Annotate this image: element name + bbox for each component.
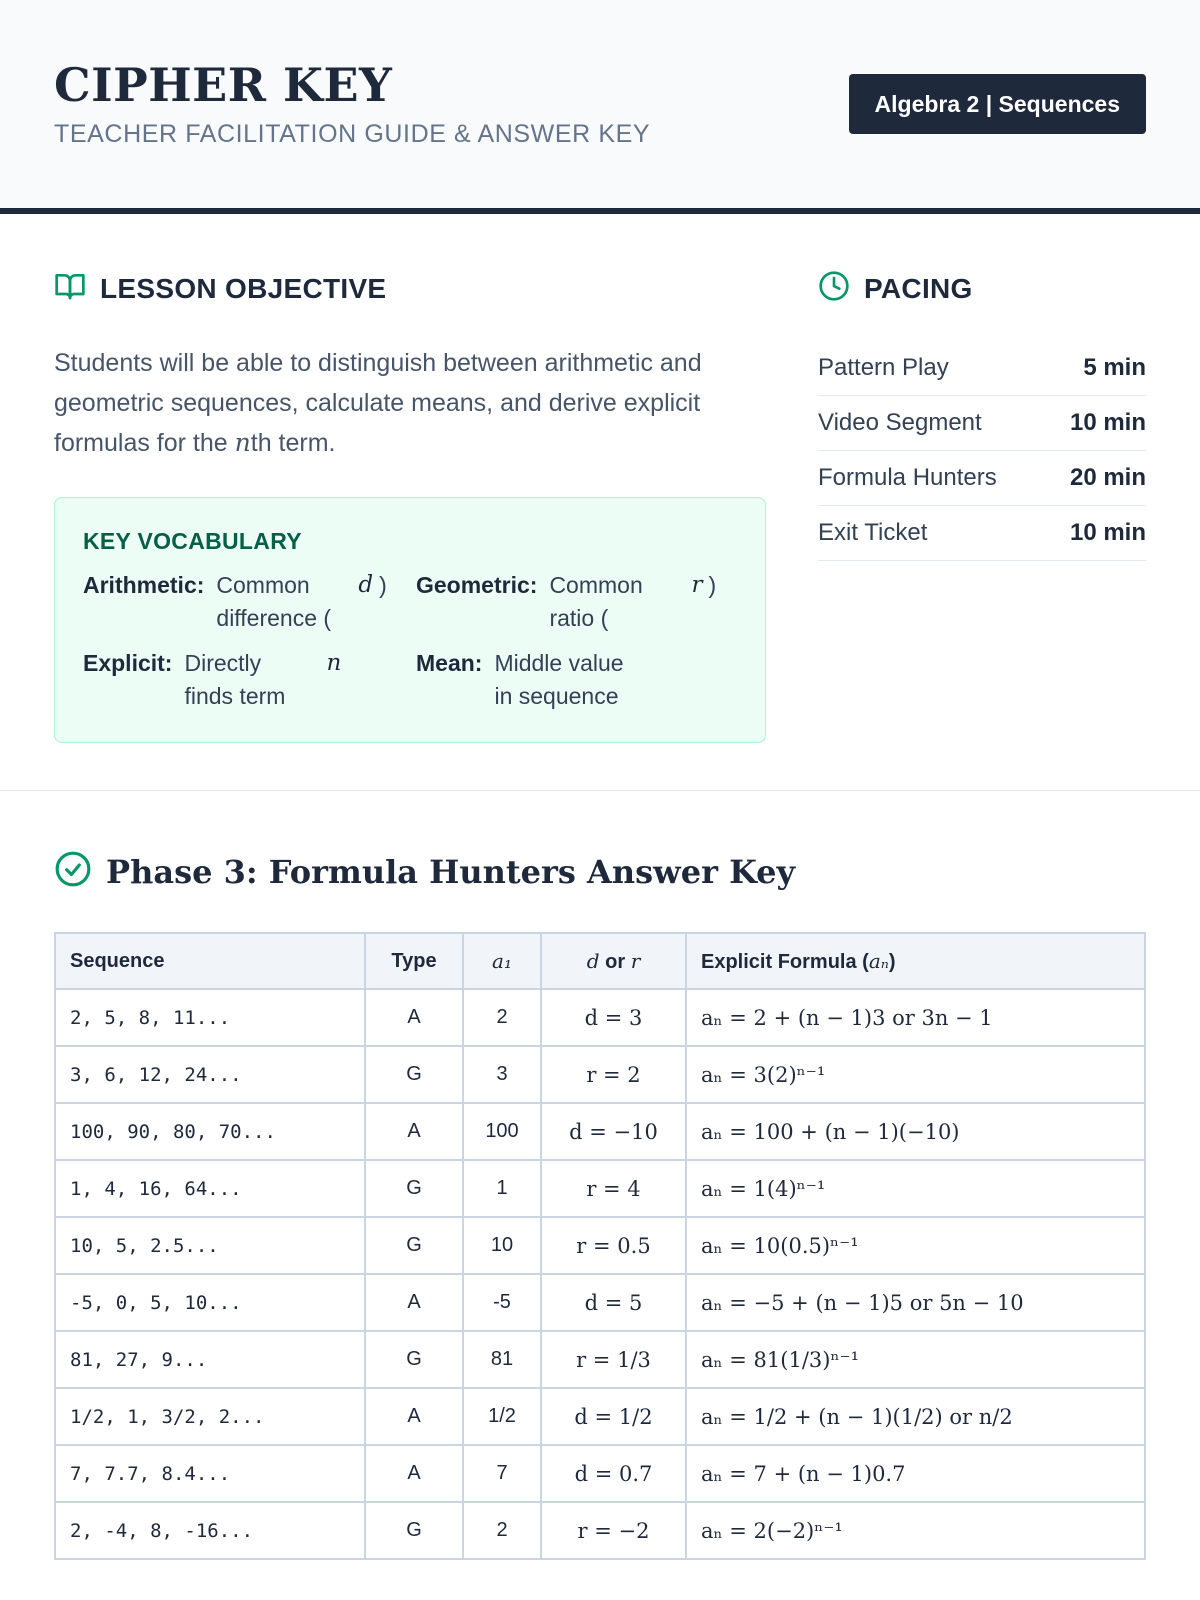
cell-sequence: 81, 27, 9... xyxy=(55,1331,365,1388)
cell-d-or-r: r = 0.5 xyxy=(541,1217,686,1274)
column-header-a1: a₁ xyxy=(463,933,541,989)
cell-formula: aₙ = 100 + (n − 1)(−10) xyxy=(686,1103,1145,1160)
section-divider xyxy=(0,790,1200,791)
cell-d-or-r: d = 0.7 xyxy=(541,1445,686,1502)
course-badge: Algebra 2 | Sequences xyxy=(849,74,1146,134)
column-header-d-or-r: d or r xyxy=(541,933,686,989)
cell-type: G xyxy=(365,1502,463,1559)
cell-a1: 100 xyxy=(463,1103,541,1160)
pacing-row: Exit Ticket 10 min xyxy=(818,506,1146,561)
table-row xyxy=(55,1331,1145,1388)
pacing-row: Video Segment 10 min xyxy=(818,396,1146,451)
cell-a1: 81 xyxy=(463,1331,541,1388)
cell-sequence: 2, -4, 8, -16... xyxy=(55,1502,365,1559)
pacing-row: Formula Hunters 20 min xyxy=(818,451,1146,506)
cell-type: G xyxy=(365,1160,463,1217)
cell-d-or-r: d = 5 xyxy=(541,1274,686,1331)
page-subtitle: TEACHER FACILITATION GUIDE & ANSWER KEY xyxy=(54,120,651,148)
cell-type: A xyxy=(365,1388,463,1445)
cell-a1: 2 xyxy=(463,989,541,1046)
column-header-sequence: Sequence xyxy=(55,933,365,989)
cell-a1: 10 xyxy=(463,1217,541,1274)
cell-formula: aₙ = 7 + (n − 1)0.7 xyxy=(686,1445,1145,1502)
pacing-list xyxy=(818,341,1146,561)
answer-key-title: Phase 3: Formula Hunters Answer Key xyxy=(106,852,796,891)
answer-key-heading xyxy=(54,850,1146,893)
cell-a1: 1 xyxy=(463,1160,541,1217)
table-row xyxy=(55,1103,1145,1160)
table-row xyxy=(55,1046,1145,1103)
pacing-section xyxy=(818,270,1146,561)
cell-d-or-r: d = 1/2 xyxy=(541,1388,686,1445)
cell-type: A xyxy=(365,1103,463,1160)
vocabulary-grid xyxy=(83,569,737,713)
table-row xyxy=(55,1502,1145,1559)
page-header xyxy=(0,0,1200,214)
vocab-item-geometric: Geometric: Common ratio ( r ) xyxy=(416,572,717,631)
table-row xyxy=(55,1274,1145,1331)
cell-sequence: 1/2, 1, 3/2, 2... xyxy=(55,1388,365,1445)
table-row xyxy=(55,1445,1145,1502)
objective-text: Students will be able to distinguish between arithmetic and geometric sequences, calculate means, and derive explicit formulas for the nth term. xyxy=(54,349,702,457)
answer-key-section xyxy=(54,850,1146,1543)
cell-formula: aₙ = 1/2 + (n − 1)(1/2) or n/2 xyxy=(686,1388,1145,1445)
cell-a1: 3 xyxy=(463,1046,541,1103)
cell-sequence: 7, 7.7, 8.4... xyxy=(55,1445,365,1502)
cell-formula: aₙ = 2(−2)ⁿ⁻¹ xyxy=(686,1502,1145,1559)
cell-type: A xyxy=(365,1274,463,1331)
vocab-item-explicit: Explicit: Directly finds term n xyxy=(83,650,342,709)
pacing-label: PACING xyxy=(864,272,973,304)
table-row xyxy=(55,1388,1145,1445)
lesson-objective-label: LESSON OBJECTIVE xyxy=(100,272,387,304)
cell-formula: aₙ = 1(4)ⁿ⁻¹ xyxy=(686,1160,1145,1217)
cell-type: G xyxy=(365,1331,463,1388)
check-circle-icon xyxy=(54,850,92,893)
table-row xyxy=(55,989,1145,1046)
cell-type: G xyxy=(365,1217,463,1274)
cell-d-or-r: d = −10 xyxy=(541,1103,686,1160)
vocab-item-mean: Mean: Middle value in sequence xyxy=(416,650,624,709)
cell-d-or-r: r = 2 xyxy=(541,1046,686,1103)
answer-key-table xyxy=(54,932,1146,1560)
cell-formula: aₙ = 2 + (n − 1)3 or 3n − 1 xyxy=(686,989,1145,1046)
lesson-objective-heading xyxy=(54,270,766,307)
cell-a1: 1/2 xyxy=(463,1388,541,1445)
cell-sequence: 3, 6, 12, 24... xyxy=(55,1046,365,1103)
cell-formula: aₙ = 81(1/3)ⁿ⁻¹ xyxy=(686,1331,1145,1388)
cell-sequence: 100, 90, 80, 70... xyxy=(55,1103,365,1160)
cell-type: G xyxy=(365,1046,463,1103)
pacing-heading xyxy=(818,270,1146,307)
cell-a1: 2 xyxy=(463,1502,541,1559)
cell-formula: aₙ = 10(0.5)ⁿ⁻¹ xyxy=(686,1217,1145,1274)
cell-sequence: 1, 4, 16, 64... xyxy=(55,1160,365,1217)
table-row xyxy=(55,1160,1145,1217)
vocab-item-arithmetic: Arithmetic: Common difference ( d ) xyxy=(83,572,387,631)
cell-type: A xyxy=(365,1445,463,1502)
cell-a1: -5 xyxy=(463,1274,541,1331)
cell-d-or-r: r = 4 xyxy=(541,1160,686,1217)
cell-sequence: -5, 0, 5, 10... xyxy=(55,1274,365,1331)
clock-icon xyxy=(818,270,850,307)
column-header-formula: Explicit Formula (aₙ) xyxy=(686,933,1145,989)
pacing-row: Pattern Play 5 min xyxy=(818,341,1146,396)
cell-a1: 7 xyxy=(463,1445,541,1502)
cell-d-or-r: r = −2 xyxy=(541,1502,686,1559)
cell-sequence: 10, 5, 2.5... xyxy=(55,1217,365,1274)
key-vocabulary-box xyxy=(54,497,766,743)
cell-formula: aₙ = 3(2)ⁿ⁻¹ xyxy=(686,1046,1145,1103)
table-row xyxy=(55,1217,1145,1274)
cell-sequence: 2, 5, 8, 11... xyxy=(55,989,365,1046)
nth-variable: n xyxy=(234,428,251,457)
lesson-objective-section xyxy=(54,270,766,743)
table-header-row xyxy=(55,933,1145,989)
cell-type: A xyxy=(365,989,463,1046)
book-open-icon xyxy=(54,270,86,307)
cell-d-or-r: r = 1/3 xyxy=(541,1331,686,1388)
column-header-type: Type xyxy=(365,933,463,989)
key-vocabulary-title: KEY VOCABULARY xyxy=(83,528,302,554)
cell-d-or-r: d = 3 xyxy=(541,989,686,1046)
cell-formula: aₙ = −5 + (n − 1)5 or 5n − 10 xyxy=(686,1274,1145,1331)
page-title: CIPHER KEY xyxy=(54,58,393,112)
